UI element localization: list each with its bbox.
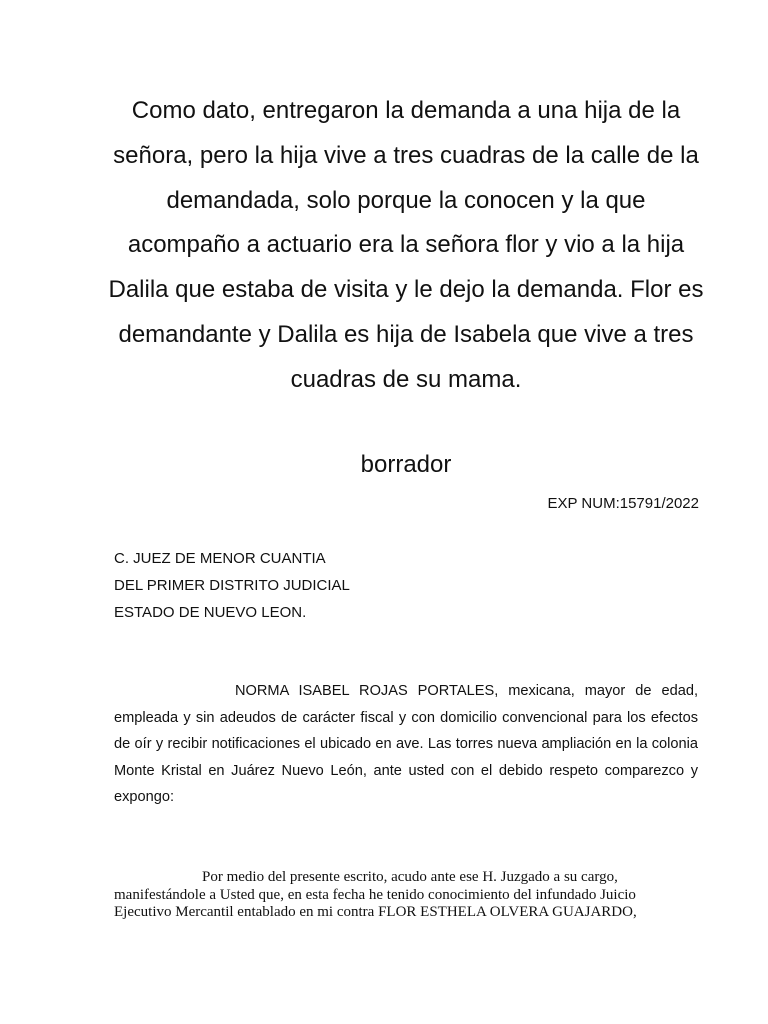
case-number: EXP NUM:15791/2022 xyxy=(547,495,699,512)
introduction-paragraph: NORMA ISABEL ROJAS PORTALES, mexicana, mayor de edad, empleada y sin adeudos de carácter fiscal y con domicilio convencional para los efectos de oír y recibir notificaciones el ubicado en ave. Las torres nueva ampliación en la colonia Monte Kristal en Juárez Nuevo León, ante usted con el debido respeto comparezco y expongo: xyxy=(114,683,698,805)
statement-paragraph: Por medio del presente escrito, acudo ante ese H. Juzgado a su cargo, manifestándole a Usted que, en esta fecha he tenido conocimiento del infundado Juicio Ejecutivo Mercantil entablado en mi contra FLOR ESTHELA OLVERA GUAJARDO, xyxy=(114,869,637,920)
addressee-block xyxy=(114,545,350,626)
addressee-line-2: DEL PRIMER DISTRITO JUDICIAL xyxy=(114,577,350,594)
addressee-line-1: C. JUEZ DE MENOR CUANTIA xyxy=(114,550,326,567)
draft-label: borrador xyxy=(360,451,452,478)
addressee-line-3: ESTADO DE NUEVO LEON. xyxy=(114,604,307,621)
intro-note: Como dato, entregaron la demanda a una hija de la señora, pero la hija vive a tres cuadras de la calle de la demandada, solo porque la conocen y la que acompaño a actuario era la señora flor y vio a la hija Dalila que estaba de visita y le dejo la demanda. Flor es demandante y Dalila es hija de Isabela que vive a tres cuadras de su mama. xyxy=(108,97,704,393)
